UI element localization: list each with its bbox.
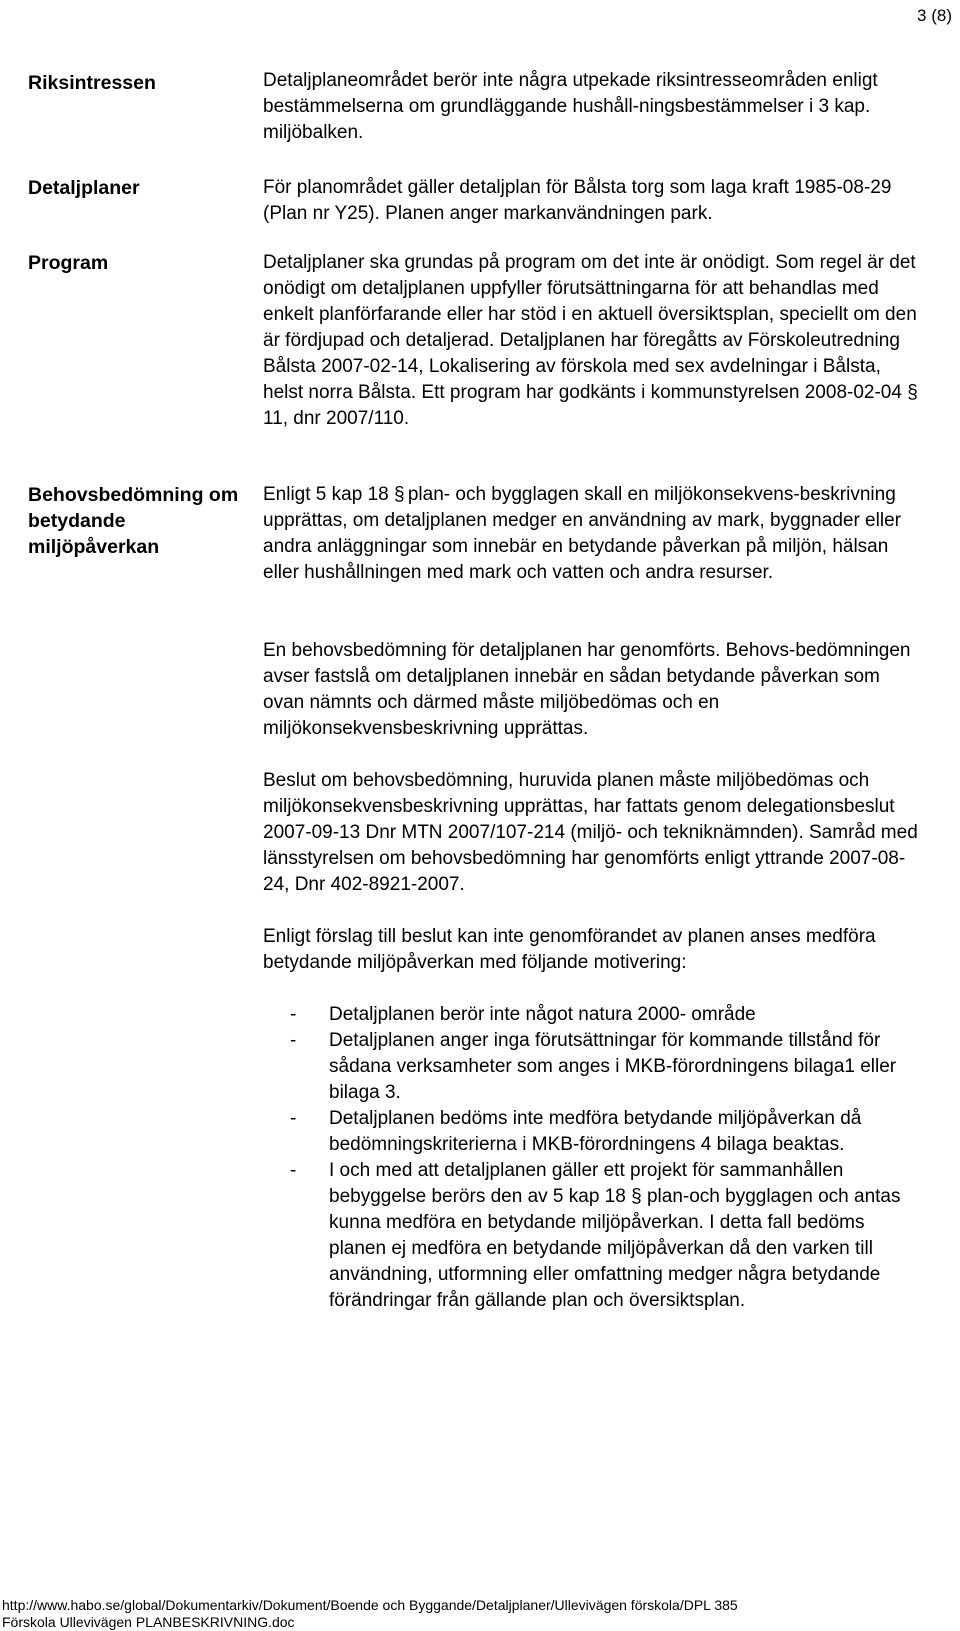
footer-url: http://www.habo.se/global/Dokumentarkiv/Dokument/Boende och Byggande/Detaljplaner/Ullevivägen förskola/DPL 385 bbox=[2, 1597, 738, 1613]
p1-end: plan- och bygglagen skall en miljökonsekvens-beskrivning upprättas, om detaljplanen medger en användning av mark, byggnader eller andra anläggningar som innebär en betydande påverkan på miljön, hälsan eller hushållningen med mark och vatten och andra resurser. bbox=[263, 484, 901, 583]
footer-filename: Förskola Ullevivägen PLANBESKRIVNING.doc bbox=[2, 1614, 295, 1630]
dash-bullet: - bbox=[290, 1030, 297, 1051]
p1-start: Enligt 5 kap 18 bbox=[263, 484, 389, 505]
program-text-end: 11, dnr 2007/110. bbox=[263, 408, 410, 429]
footer bbox=[2, 1597, 738, 1631]
list-item bbox=[263, 1002, 923, 1028]
list-item-text: Detaljplanen berör inte något natura 2000- område bbox=[329, 1004, 756, 1025]
section-sign-icon: § bbox=[393, 484, 403, 505]
motivation-list bbox=[263, 1002, 923, 1314]
paragraph-behovsbedomning-4: Enligt förslag till beslut kan inte genomförandet av planen anses medföra betydande miljöpåverkan med följande motivering: bbox=[263, 926, 876, 973]
paragraph-behovsbedomning-3: Beslut om behovsbedömning, huruvida planen måste miljöbedömas och miljökonsekvensbeskrivning upprättas, har fattats genom delegationsbeslut 2007-09-13 Dnr MTN 2007/107-214 (miljö- och tekniknämnden). Samråd med länsstyrelsen om behovsbedömning har genomförts enligt yttrande 2007-08-24, Dnr 402-8921-2007. bbox=[263, 770, 918, 895]
list-item-text-end: plan-och bygglagen och antas kunna medföra en betydande miljöpåverkan. I detta fall bedöms planen ej medföra en betydande miljöpåverkan då den varken till användning, utformning eller omfattning medger några betydande förändringar från gällande plan och översiktsplan. bbox=[329, 1186, 901, 1311]
list-item bbox=[263, 1106, 923, 1158]
heading-behovsbedomning: Behovsbedömning om betydande miljöpåverkan bbox=[28, 484, 239, 558]
paragraph-behovsbedomning-1 bbox=[263, 482, 923, 586]
paragraph-detaljplaner: För planområdet gäller detaljplan för Bålsta torg som laga kraft 1985-08-29 (Plan nr Y25). Planen anger markanvändningen park. bbox=[263, 177, 892, 224]
dash-bullet: - bbox=[290, 1004, 297, 1025]
list-item-text-start: I och med att detaljplanen gäller ett projekt för sammanhållen bebyggelse berörs den av 5 kap 18 bbox=[329, 1160, 844, 1207]
section-sign-icon: § bbox=[631, 1186, 642, 1207]
list-item-text: Detaljplanen anger inga förutsättningar för kommande tillstånd för sådana verksamheter som anges i MKB-förordningens bilaga1 eller bilaga 3. bbox=[329, 1030, 897, 1103]
list-item-text: Detaljplanen bedöms inte medföra betydande miljöpåverkan då bedömningskriterierna i MKB-förordningens 4 bilaga beaktas. bbox=[329, 1108, 862, 1155]
section-sign-icon: § bbox=[907, 382, 916, 403]
dash-bullet: - bbox=[290, 1160, 297, 1181]
heading-detaljplaner: Detaljplaner bbox=[28, 177, 140, 199]
paragraph-behovsbedomning-2: En behovsbedömning för detaljplanen har genomförts. Behovs-bedömningen avser fastslå om detaljplanen innebär en sådan betydande påverkan som ovan nämnts och därmed måste miljöbedömas och en miljökonsekvensbeskrivning upprättas. bbox=[263, 640, 911, 739]
page-number: 3 (8) bbox=[917, 6, 952, 25]
heading-program: Program bbox=[28, 252, 109, 274]
heading-riksintressen: Riksintressen bbox=[28, 72, 156, 94]
dash-bullet: - bbox=[290, 1108, 297, 1129]
list-item bbox=[263, 1158, 923, 1314]
paragraph-program bbox=[263, 250, 923, 432]
program-text: Detaljplaner ska grundas på program om det inte är onödigt. Som regel är det onödigt om detaljplanen uppfyller förutsättningarna för att behandlas med enkelt planförfarande eller har stöd i en aktuell översiktsplan, speciellt om den är fördjupad och detaljerad. Detaljplanen har föregåtts av Förskoleutredning Bålsta 2007-02-14, Lokalisering av förskola med sex avdelningar i Bålsta, helst norra Bålsta. Ett program har godkänts i kommunstyrelsen 2008-02-04 bbox=[263, 252, 917, 403]
list-item bbox=[263, 1028, 923, 1106]
paragraph-riksintressen: Detaljplaneområdet berör inte några utpekade riksintresseområden enligt bestämmelserna om grundläggande hushåll-ningsbestämmelser i 3 kap. miljöbalken. bbox=[263, 70, 878, 143]
